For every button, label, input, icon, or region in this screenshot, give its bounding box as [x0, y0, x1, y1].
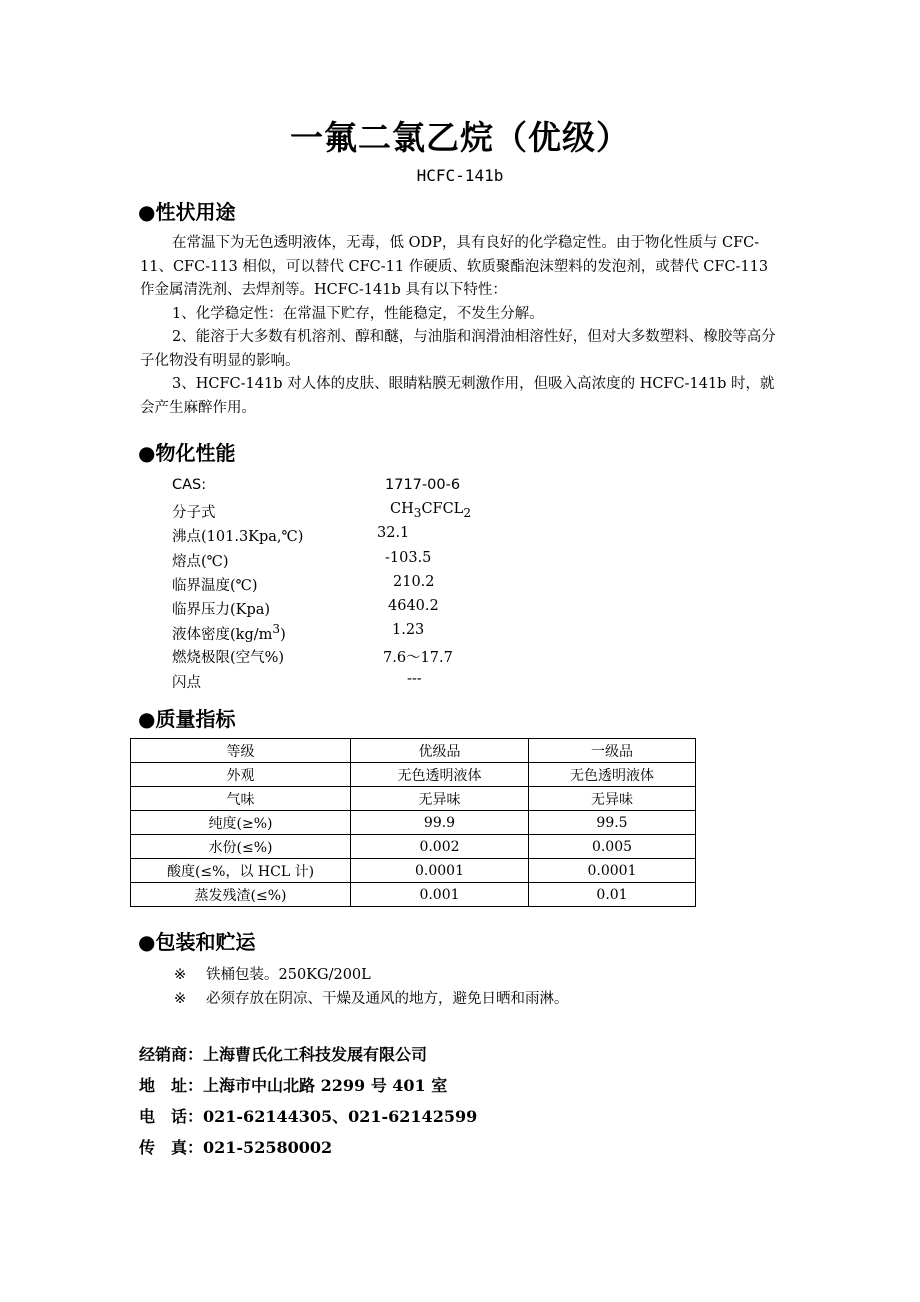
contact-fax	[139, 1135, 332, 1158]
table-cell: 0.0001	[529, 859, 696, 883]
table-header-cell: 一级品	[529, 739, 696, 763]
table-cell: 0.01	[529, 883, 696, 907]
table-cell: 0.005	[529, 835, 696, 859]
prop-label: 沸点(101.3Kpa,℃)	[172, 529, 304, 546]
packaging-text: 铁桶包装。250KG/200L	[206, 967, 371, 983]
prop-value: 32.1	[377, 525, 410, 542]
table-cell: 99.9	[351, 811, 529, 835]
prop-value	[390, 501, 471, 520]
table-cell: 无异味	[529, 787, 696, 811]
prop-label	[172, 622, 286, 644]
table-cell: 无色透明液体	[529, 763, 696, 787]
section-heading-physchem: ●物化性能	[138, 441, 236, 465]
table-row	[131, 883, 696, 907]
prop-value: 7.6～17.7	[383, 650, 453, 667]
contact-dealer	[139, 1042, 427, 1065]
page-title: 一氟二氯乙烷（优级）	[290, 118, 630, 157]
table-cell: 0.0001	[351, 859, 529, 883]
packaging-item	[174, 963, 371, 984]
contact-label: 经销商：	[139, 1045, 204, 1064]
table-cell: 蒸发残渣(≤%)	[131, 883, 351, 907]
contact-address	[139, 1073, 447, 1096]
table-cell: 外观	[131, 763, 351, 787]
prop-label: 熔点(℃)	[172, 553, 229, 570]
formula-part: CH	[390, 501, 414, 518]
paragraph: 3、HCFC-141b 对人体的皮肤、眼睛粘膜无刺激作用，但吸入高浓度的 HCFC-141b 时，就会产生麻醉作用。	[140, 376, 775, 416]
formula-sub: 3	[413, 506, 422, 521]
page-subtitle: HCFC-141b	[416, 166, 504, 185]
paragraph: 1、化学稳定性：在常温下贮存，性能稳定，不发生分解。	[172, 305, 544, 322]
prop-label: 分子式	[172, 505, 216, 522]
section-heading-properties-use: ●性状用途	[138, 200, 236, 224]
contact-value: 021-52580002	[203, 1138, 333, 1157]
table-header-cell: 等级	[131, 739, 351, 763]
reference-mark: ※	[174, 991, 187, 1007]
formula-sub: 2	[463, 506, 472, 521]
prop-label: 临界温度(℃)	[172, 577, 258, 594]
prop-value: 1.23	[392, 622, 425, 639]
table-row	[131, 787, 696, 811]
table-cell: 酸度(≤%，以 HCL 计)	[131, 859, 351, 883]
packaging-text: 必须存放在阴凉、干燥及通风的地方，避免日晒和雨淋。	[206, 991, 569, 1007]
table-row	[131, 763, 696, 787]
label-part: 液体密度(kg/m	[172, 626, 273, 643]
table-row	[131, 859, 696, 883]
prop-label: 燃烧极限(空气%)	[172, 650, 285, 667]
table-cell: 气味	[131, 787, 351, 811]
contact-value: 021-62144305、021-62142599	[203, 1107, 478, 1126]
contact-label: 地 址：	[139, 1076, 204, 1095]
table-cell: 水份(≤%)	[131, 835, 351, 859]
contact-label: 电 话：	[139, 1107, 204, 1126]
prop-value: -103.5	[385, 549, 432, 566]
table-header-cell: 优级品	[351, 739, 529, 763]
contact-phone	[139, 1104, 477, 1127]
table-cell: 纯度(≥%)	[131, 811, 351, 835]
table-cell: 0.002	[351, 835, 529, 859]
properties-use-text	[140, 232, 780, 420]
contact-value: 上海市中山北路 2299 号 401 室	[203, 1076, 448, 1095]
paragraph: 2、能溶于大多数有机溶剂、醇和醚，与油脂和润滑油相溶性好，但对大多数塑料、橡胶等高分子化物没有明显的影响。	[140, 329, 776, 369]
prop-label: 临界压力(Kpa)	[172, 601, 271, 618]
contact-label: 传 真：	[139, 1138, 204, 1157]
reference-mark: ※	[174, 967, 187, 983]
paragraph: 在常温下为无色透明液体，无毒，低 ODP，具有良好的化学稳定性。由于物化性质与 CFC-11、CFC-113 相似，可以替代 CFC-11 作硬质、软质聚酯泡沫塑料的发泡剂，或替代 CFC-113 作金属清洗剂、去焊剂等。HCFC-141b 具有以下特性：	[140, 235, 769, 298]
prop-value: 210.2	[393, 573, 435, 590]
table-cell: 99.5	[529, 811, 696, 835]
prop-value: 1717-00-6	[385, 477, 461, 493]
packaging-item	[174, 987, 569, 1008]
formula-part: CFCL	[421, 501, 464, 518]
prop-value: 4640.2	[388, 597, 439, 614]
prop-label: 闪点	[172, 674, 201, 691]
table-row	[131, 811, 696, 835]
section-heading-packaging: ●包装和贮运	[138, 930, 256, 954]
table-cell: 0.001	[351, 883, 529, 907]
label-part: )	[280, 626, 286, 643]
quality-table	[130, 738, 696, 907]
table-row	[131, 835, 696, 859]
section-heading-quality: ●质量指标	[138, 707, 236, 731]
prop-value: ---	[407, 670, 422, 687]
label-sup: 3	[272, 622, 281, 637]
table-header-row	[131, 739, 696, 763]
contact-value: 上海曹氏化工科技发展有限公司	[203, 1045, 428, 1064]
table-cell: 无色透明液体	[351, 763, 529, 787]
prop-label: CAS:	[172, 477, 207, 493]
table-cell: 无异味	[351, 787, 529, 811]
